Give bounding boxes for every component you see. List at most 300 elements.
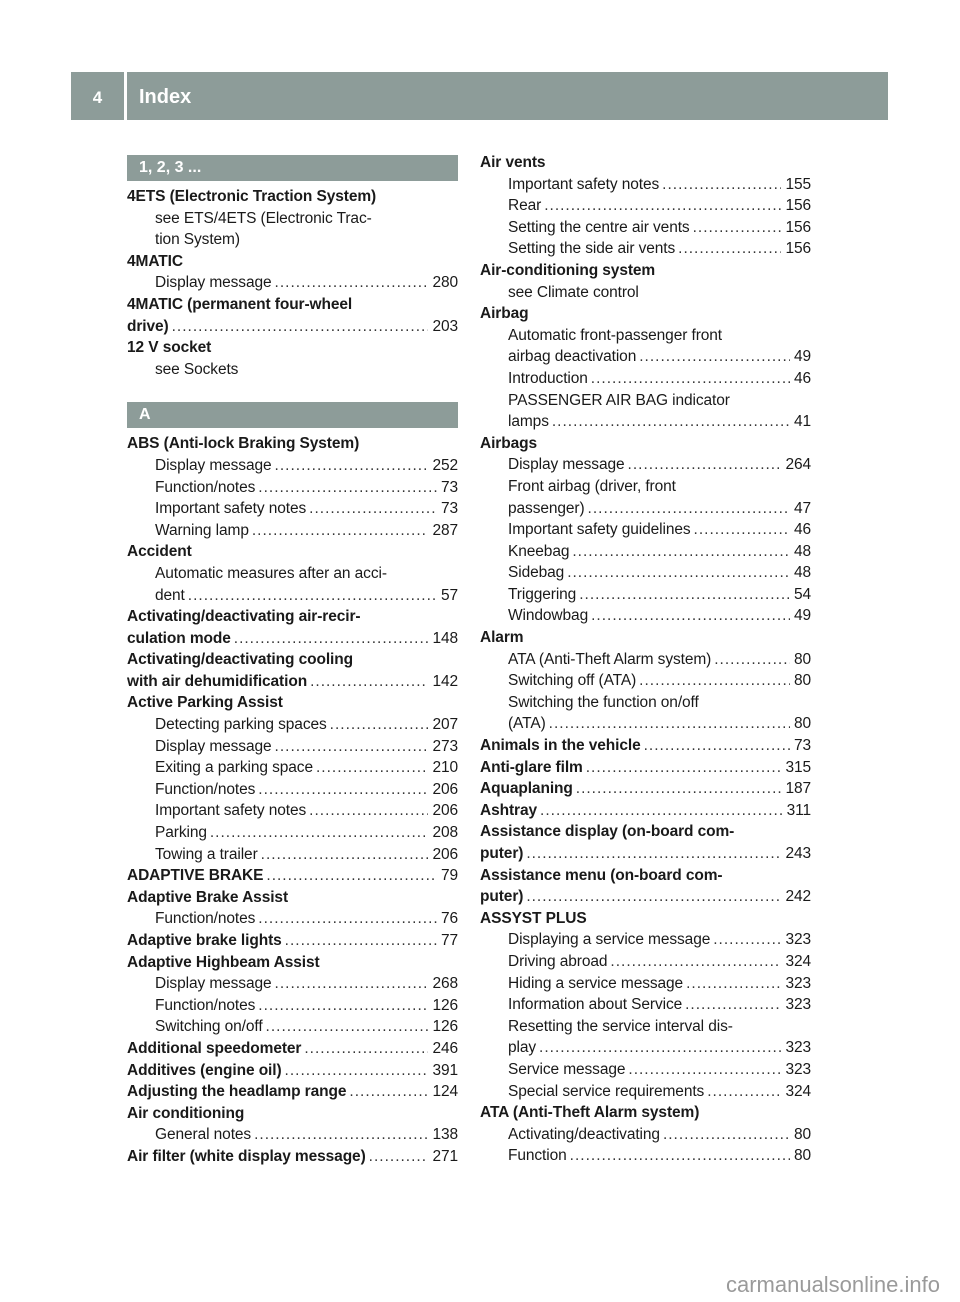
dot-leader: [526, 843, 781, 865]
dot-leader: [644, 735, 790, 757]
dot-leader: [258, 779, 428, 801]
index-subentry[interactable]: [127, 908, 458, 930]
page-reference[interactable]: 142: [432, 672, 458, 690]
page-reference[interactable]: 80: [793, 715, 811, 733]
page-reference[interactable]: 155: [785, 175, 811, 193]
dot-leader: [570, 1145, 790, 1167]
index-subentry[interactable]: [480, 217, 811, 239]
index-entry[interactable]: [480, 735, 811, 757]
index-subentry[interactable]: [480, 1145, 811, 1167]
dot-leader: [572, 541, 790, 563]
index-subentry[interactable]: [480, 541, 811, 563]
dot-leader: [258, 995, 428, 1017]
page-reference[interactable]: 48: [793, 542, 811, 560]
index-subentry: [480, 390, 811, 412]
page-reference[interactable]: 391: [432, 1061, 458, 1079]
dot-leader: [576, 778, 782, 800]
entry-text: Important safety notes: [508, 175, 660, 193]
index-entry[interactable]: [480, 757, 811, 779]
page-reference[interactable]: 271: [432, 1147, 458, 1165]
dot-leader: [628, 454, 782, 476]
entry-text: Special service requirements: [508, 1082, 705, 1100]
index-entry[interactable]: [480, 886, 811, 908]
page-reference[interactable]: 54: [793, 585, 811, 603]
index-entry[interactable]: [127, 930, 458, 952]
page-reference[interactable]: 242: [785, 888, 811, 906]
dot-leader: [713, 929, 781, 951]
entry-text: Switching off (ATA): [508, 672, 637, 690]
dot-leader: [316, 757, 428, 779]
page-reference[interactable]: 79: [440, 867, 458, 885]
index-subentry: [127, 208, 458, 230]
page-reference[interactable]: 208: [432, 824, 458, 842]
index-entry[interactable]: [480, 778, 811, 800]
entry-text: Switching on/off: [155, 1018, 263, 1036]
index-entry[interactable]: [127, 628, 458, 650]
page-reference[interactable]: 264: [785, 456, 811, 474]
dot-leader: [252, 520, 429, 542]
entry-text: Activating/deactivating: [508, 1125, 660, 1143]
page-header: [71, 72, 888, 120]
index-entry[interactable]: [127, 671, 458, 693]
page-reference[interactable]: 48: [793, 564, 811, 582]
index-subentry[interactable]: [127, 736, 458, 758]
page-reference[interactable]: 80: [793, 650, 811, 668]
index-subentry[interactable]: [480, 411, 811, 433]
dot-leader: [310, 671, 428, 693]
index-subentry[interactable]: [480, 584, 811, 606]
entry-text: Assistance menu (on-board com-: [480, 866, 723, 884]
page-reference[interactable]: 287: [432, 521, 458, 539]
index-subentry[interactable]: [480, 713, 811, 735]
index-subentry[interactable]: [480, 346, 811, 368]
dot-leader: [275, 272, 429, 294]
index-entry: [127, 251, 458, 273]
page-reference[interactable]: 138: [432, 1126, 458, 1144]
page-reference[interactable]: 206: [432, 802, 458, 820]
index-subentry: [127, 359, 458, 381]
page-reference[interactable]: 156: [785, 197, 811, 215]
entry-text: Display message: [155, 274, 272, 292]
dot-leader: [369, 1146, 429, 1168]
index-subentry[interactable]: [480, 498, 811, 520]
section-header: A: [127, 402, 458, 428]
page-reference[interactable]: 243: [785, 845, 811, 862]
page-reference[interactable]: 124: [432, 1083, 458, 1101]
index-entry[interactable]: [127, 316, 458, 338]
page-title: Index: [127, 72, 888, 120]
page-reference[interactable]: 47: [793, 499, 811, 517]
dot-leader: [610, 951, 781, 973]
entry-text: Kneebag: [508, 542, 570, 560]
page-reference[interactable]: 73: [440, 478, 458, 496]
page-reference[interactable]: 324: [785, 1082, 811, 1100]
index-subentry[interactable]: [480, 519, 811, 541]
entry-text: tion System): [155, 231, 240, 249]
page-reference[interactable]: 156: [785, 218, 811, 236]
entry-text: Air-conditioning system: [480, 261, 656, 279]
index-entry: [127, 887, 458, 909]
dot-leader: [628, 1059, 781, 1081]
index-subentry[interactable]: [480, 929, 811, 951]
entry-text: Accident: [127, 543, 192, 561]
index-subentry[interactable]: [480, 605, 811, 627]
dot-leader: [210, 822, 429, 844]
entry-text: Triggering: [508, 585, 577, 603]
entry-text: Driving abroad: [508, 952, 608, 970]
index-subentry[interactable]: [480, 1081, 811, 1103]
page-reference[interactable]: 57: [440, 586, 458, 604]
page-number: 4: [71, 72, 124, 120]
entry-text: Ashtray: [480, 801, 538, 819]
index-subentry[interactable]: [127, 455, 458, 477]
index-subentry[interactable]: [127, 520, 458, 542]
index-subentry[interactable]: [480, 1037, 811, 1059]
index-subentry[interactable]: [127, 1124, 458, 1146]
section-header: 1, 2, 3 ...: [127, 155, 458, 181]
index-subentry[interactable]: [127, 844, 458, 866]
entry-text: Function/notes: [155, 910, 256, 928]
entry-text: 4ETS (Electronic Traction System): [127, 188, 377, 205]
page-reference[interactable]: 46: [793, 369, 811, 387]
dot-leader: [172, 316, 429, 338]
entry-text: Automatic front-passenger front: [508, 326, 723, 344]
index-entry: [480, 152, 811, 174]
entry-text: Alarm: [480, 629, 524, 647]
entry-text: Activating/deactivating air-recir-: [127, 608, 361, 626]
index-subentry[interactable]: [127, 477, 458, 499]
page-reference[interactable]: 187: [785, 780, 811, 798]
dot-leader: [639, 346, 790, 368]
index-entry: [480, 865, 811, 887]
page-reference[interactable]: 46: [793, 521, 811, 539]
entry-text: 12 V socket: [127, 339, 212, 357]
dot-leader: [663, 1124, 790, 1146]
index-entry[interactable]: [127, 1060, 458, 1082]
page-reference[interactable]: 323: [785, 1060, 811, 1078]
page-reference[interactable]: 76: [440, 910, 458, 928]
index-subentry[interactable]: [480, 670, 811, 692]
index-subentry: [480, 476, 811, 498]
index-subentry[interactable]: [480, 238, 811, 260]
dot-leader: [579, 584, 790, 606]
dot-leader: [309, 800, 428, 822]
dot-leader: [349, 1081, 428, 1103]
page-reference[interactable]: 77: [440, 932, 458, 949]
entry-text: Displaying a service message: [508, 931, 711, 949]
index-entry: [127, 649, 458, 671]
page-reference[interactable]: 323: [785, 1039, 811, 1057]
index-subentry[interactable]: [480, 562, 811, 584]
entry-text: Adaptive Brake Assist: [127, 888, 289, 906]
page-reference[interactable]: 49: [793, 348, 811, 366]
entry-text: Resetting the service interval dis-: [508, 1017, 733, 1035]
page-reference[interactable]: 324: [785, 952, 811, 970]
entry-text: play: [508, 1039, 537, 1057]
entry-text: Function/notes: [155, 780, 256, 798]
index-entry: [127, 952, 458, 974]
entry-text: Function/notes: [155, 478, 256, 496]
entry-text: 4MATIC (permanent four-wheel: [127, 295, 353, 313]
dot-leader: [309, 498, 437, 520]
index-subentry[interactable]: [480, 174, 811, 196]
dot-leader: [549, 713, 790, 735]
entry-text: Windowbag: [508, 607, 589, 625]
entry-text: Adjusting the headlamp range: [127, 1083, 347, 1101]
entry-text: Airbag: [480, 305, 529, 323]
index-subentry[interactable]: [127, 1016, 458, 1038]
index-entry: [480, 303, 811, 325]
entry-text: Air conditioning: [127, 1104, 245, 1122]
entry-text: Display message: [155, 737, 272, 755]
entry-text: Front airbag (driver, front: [508, 477, 676, 495]
dot-leader: [285, 1060, 429, 1082]
index-entry[interactable]: [480, 843, 811, 865]
index-entry: [127, 337, 458, 359]
page-reference[interactable]: 73: [440, 500, 458, 518]
index-subentry[interactable]: [127, 995, 458, 1017]
dot-leader: [258, 908, 437, 930]
index-entry[interactable]: [127, 865, 458, 887]
dot-leader: [567, 562, 790, 584]
page-reference[interactable]: 206: [432, 845, 458, 863]
index-entry[interactable]: [127, 1081, 458, 1103]
entry-text: Parking: [155, 824, 207, 842]
dot-leader: [330, 714, 429, 736]
index-subentry[interactable]: [480, 1059, 811, 1081]
entry-text: 4MATIC: [127, 252, 183, 270]
dot-leader: [586, 757, 782, 779]
entry-text: Animals in the vehicle: [480, 737, 641, 755]
index-subentry[interactable]: [480, 951, 811, 973]
index-subentry[interactable]: [480, 1124, 811, 1146]
dot-leader: [707, 1081, 781, 1103]
entry-text: Assistance display (on-board com-: [480, 823, 735, 841]
index-subentry: [127, 229, 458, 251]
dot-leader: [285, 930, 437, 952]
dot-leader: [540, 800, 783, 822]
dot-leader: [714, 649, 790, 671]
index-subentry[interactable]: [480, 994, 811, 1016]
dot-leader: [275, 736, 429, 758]
page-reference[interactable]: 252: [432, 456, 458, 474]
dot-leader: [685, 994, 781, 1016]
entry-text: puter): [480, 888, 524, 906]
entry-text: Service message: [508, 1060, 626, 1078]
index-subentry[interactable]: [127, 272, 458, 294]
page-reference[interactable]: 207: [432, 716, 458, 734]
index-entry: [127, 606, 458, 628]
dot-leader: [258, 477, 437, 499]
entry-text: ATA (Anti-Theft Alarm system): [480, 1104, 700, 1122]
index-subentry: [480, 1016, 811, 1038]
dot-leader: [694, 519, 790, 541]
entry-text: Aquaplaning: [480, 780, 573, 798]
entry-text: ADAPTIVE BRAKE: [127, 867, 264, 885]
entry-text: airbag deactivation: [508, 348, 637, 366]
entry-text: PASSENGER AIR BAG indicator: [508, 391, 730, 409]
entry-text: Adaptive Highbeam Assist: [127, 953, 320, 971]
index-entry[interactable]: [127, 1146, 458, 1168]
index-subentry[interactable]: [480, 649, 811, 671]
entry-text: Warning lamp: [155, 521, 249, 539]
page-reference[interactable]: 73: [793, 737, 811, 755]
index-subentry[interactable]: [127, 585, 458, 607]
dot-leader: [552, 411, 790, 433]
dot-leader: [678, 238, 781, 260]
entry-text: Setting the side air vents: [508, 240, 676, 258]
index-entry: [480, 1102, 811, 1124]
index-column-left: [127, 155, 458, 1168]
dot-leader: [275, 455, 429, 477]
entry-text: Automatic measures after an acci-: [155, 564, 387, 582]
entry-text: dent: [155, 586, 185, 604]
page-reference[interactable]: 273: [432, 737, 458, 755]
index-subentry[interactable]: [127, 822, 458, 844]
index-subentry[interactable]: [127, 779, 458, 801]
entry-text: puter): [480, 845, 524, 862]
page-reference[interactable]: 156: [785, 240, 811, 258]
dot-leader: [693, 217, 782, 239]
entry-text: Anti-glare film: [480, 758, 583, 776]
page-reference[interactable]: 210: [432, 759, 458, 777]
entry-text: General notes: [155, 1126, 252, 1144]
page-reference[interactable]: 323: [785, 996, 811, 1014]
entry-text: culation mode: [127, 629, 231, 647]
page-reference[interactable]: 80: [793, 1125, 811, 1143]
index-subentry[interactable]: [480, 195, 811, 217]
index-entry: [127, 294, 458, 316]
dot-leader: [686, 973, 781, 995]
entry-text: Display message: [508, 456, 625, 474]
page-reference[interactable]: 323: [785, 931, 811, 949]
entry-text: see Sockets: [155, 360, 239, 378]
entry-text: Important safety notes: [155, 500, 307, 518]
entry-text: Additives (engine oil): [127, 1061, 282, 1079]
page-reference[interactable]: 268: [432, 975, 458, 993]
dot-leader: [588, 498, 790, 520]
index-entry: [480, 260, 811, 282]
index-subentry: [480, 325, 811, 347]
dot-leader: [526, 886, 781, 908]
entry-text: Adaptive brake lights: [127, 932, 282, 949]
page-reference[interactable]: 126: [432, 996, 458, 1014]
entry-text: with air dehumidification: [127, 672, 308, 690]
entry-text: Switching the function on/off: [508, 693, 699, 711]
entry-text: Air vents: [480, 154, 546, 171]
entry-text: Detecting parking spaces: [155, 716, 327, 734]
index-subentry[interactable]: [480, 973, 811, 995]
index-subentry[interactable]: [127, 973, 458, 995]
index-subentry[interactable]: [480, 454, 811, 476]
index-subentry[interactable]: [127, 714, 458, 736]
page-reference[interactable]: 80: [793, 1147, 811, 1165]
dot-leader: [639, 670, 790, 692]
dot-leader: [254, 1124, 428, 1146]
entry-text: Important safety notes: [155, 802, 307, 820]
entry-text: Introduction: [508, 369, 588, 387]
page-reference[interactable]: 41: [793, 413, 811, 431]
entry-text: Air filter (white display message): [127, 1147, 366, 1165]
dot-leader: [261, 844, 429, 866]
page-reference[interactable]: 323: [785, 974, 811, 992]
index-subentry[interactable]: [127, 757, 458, 779]
page-reference[interactable]: 280: [432, 274, 458, 292]
page-reference[interactable]: 246: [432, 1039, 458, 1057]
entry-text: Towing a trailer: [155, 845, 258, 863]
entry-text: (ATA): [508, 715, 546, 733]
index-subentry[interactable]: [127, 800, 458, 822]
dot-leader: [539, 1037, 781, 1059]
index-column-right: [480, 152, 811, 1167]
index-subentry[interactable]: [127, 498, 458, 520]
dot-leader: [275, 973, 429, 995]
page-reference[interactable]: 311: [786, 801, 811, 819]
entry-text: Rear: [508, 197, 542, 215]
entry-text: Exiting a parking space: [155, 759, 313, 777]
dot-leader: [591, 605, 790, 627]
entry-text: see ETS/4ETS (Electronic Trac-: [155, 209, 372, 227]
entry-text: Important safety guidelines: [508, 521, 691, 539]
entry-text: Setting the centre air vents: [508, 218, 690, 236]
entry-text: see Climate control: [508, 283, 639, 301]
index-entry: [480, 627, 811, 649]
index-entry[interactable]: [127, 1038, 458, 1060]
page-reference[interactable]: 126: [432, 1018, 458, 1036]
entry-text: Additional speedometer: [127, 1039, 302, 1057]
index-entry: [127, 692, 458, 714]
page-reference[interactable]: 80: [793, 672, 811, 690]
entry-text: drive): [127, 317, 169, 335]
index-subentry: [127, 563, 458, 585]
index-entry: [480, 433, 811, 455]
page-reference[interactable]: 206: [432, 780, 458, 798]
watermark: carmanualsonline.info: [725, 1272, 940, 1297]
entry-text: Display message: [155, 456, 272, 474]
entry-text: passenger): [508, 499, 585, 517]
page-reference[interactable]: 148: [432, 629, 458, 647]
entry-text: lamps: [508, 413, 549, 431]
entry-text: ATA (Anti-Theft Alarm system): [508, 650, 712, 668]
index-entry: [480, 821, 811, 843]
page-reference[interactable]: 203: [432, 317, 458, 335]
entry-text: Hiding a service message: [508, 974, 684, 992]
entry-text: ABS (Anti-lock Braking System): [127, 435, 360, 453]
entry-text: Airbags: [480, 434, 538, 452]
page-reference[interactable]: 315: [785, 758, 811, 776]
entry-text: Sidebag: [508, 564, 565, 582]
dot-leader: [304, 1038, 428, 1060]
dot-leader: [234, 628, 429, 650]
page-reference[interactable]: 49: [793, 607, 811, 625]
entry-text: Function/notes: [155, 996, 256, 1014]
index-entry: [127, 1103, 458, 1125]
index-entry: [127, 541, 458, 563]
entry-text: Information about Service: [508, 996, 683, 1014]
entry-text: Function: [508, 1147, 567, 1165]
entry-text: Active Parking Assist: [127, 694, 283, 712]
dot-leader: [591, 368, 790, 390]
dot-leader: [266, 1016, 429, 1038]
index-subentry: [480, 692, 811, 714]
index-entry[interactable]: [480, 800, 811, 822]
entry-text: Display message: [155, 975, 272, 993]
dot-leader: [662, 174, 781, 196]
dot-leader: [266, 865, 437, 887]
index-subentry: [480, 282, 811, 304]
index-entry: [127, 433, 458, 455]
index-subentry[interactable]: [480, 368, 811, 390]
